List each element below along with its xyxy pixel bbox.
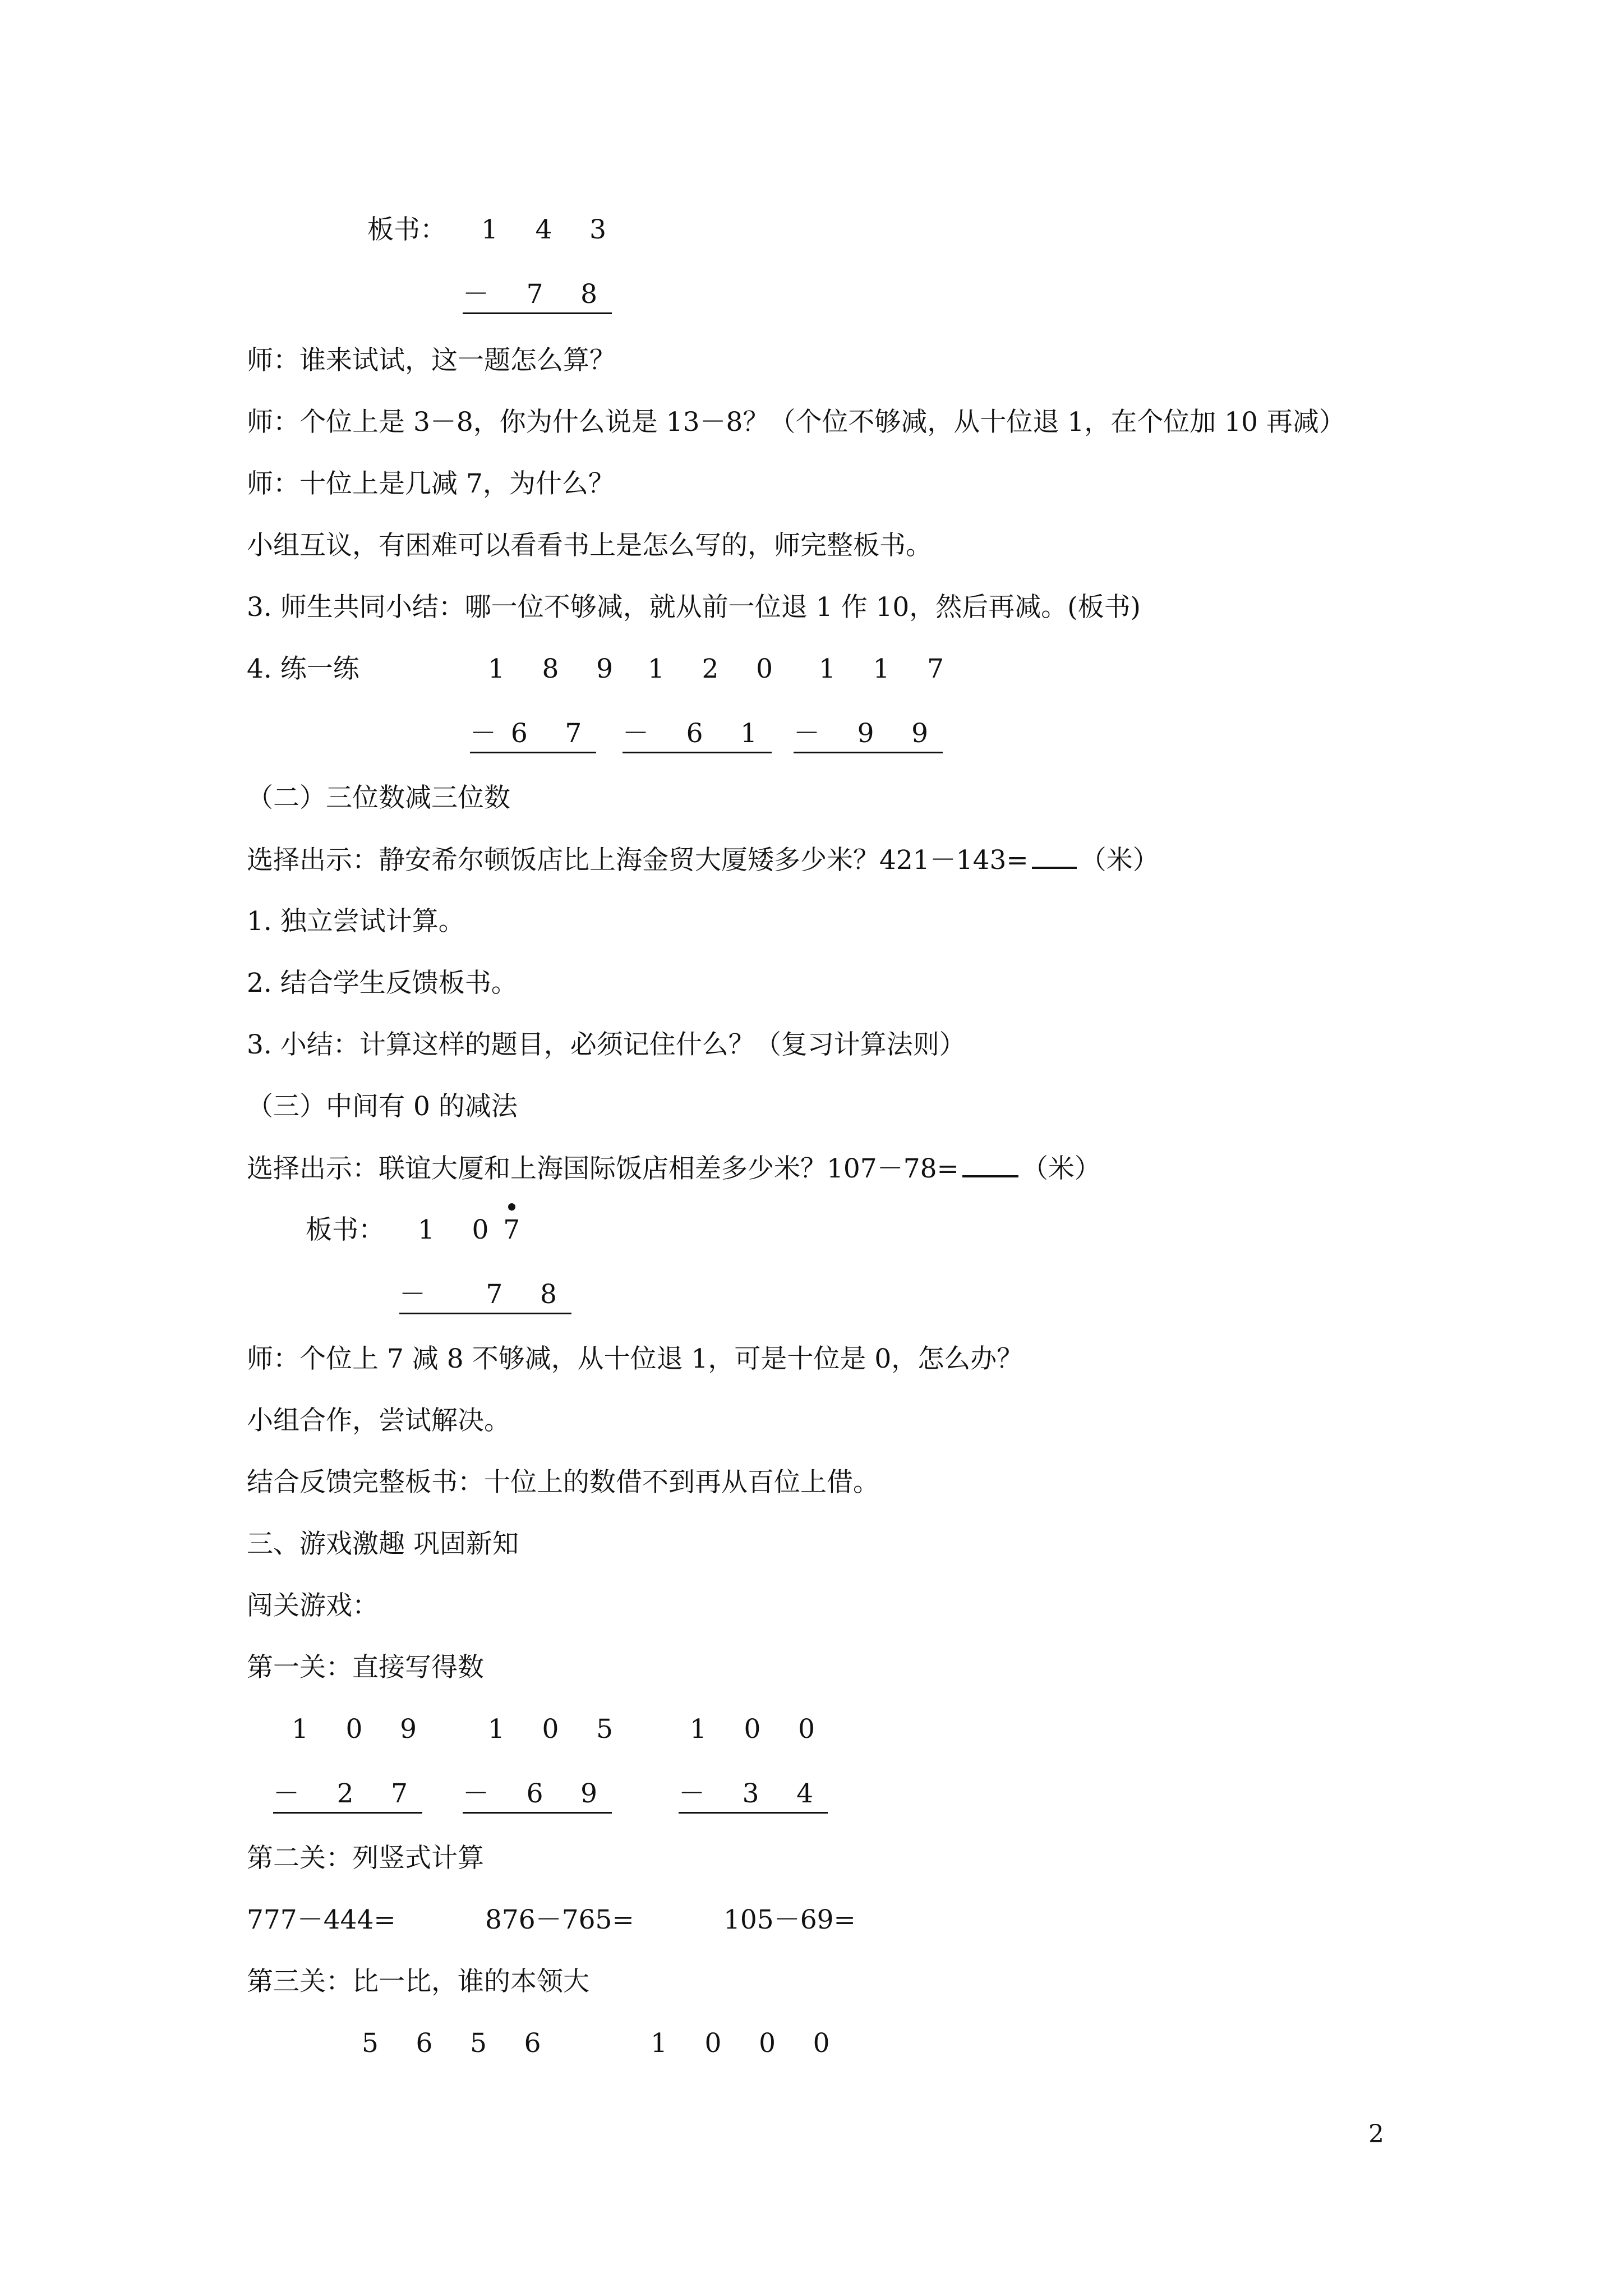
text-line: 师：十位上是几减 7，为什么？ <box>247 468 615 499</box>
vertical-subtrahend <box>463 278 612 314</box>
practice-minuend-1: 1 8 9 <box>488 654 628 684</box>
text-line: 结合反馈完整板书：十位上的数借不到再从百位上借。 <box>247 1467 879 1498</box>
page-number: 2 <box>1368 2120 1384 2148</box>
equation-1: 777－444= <box>247 1904 396 1935</box>
text-line: 小组互议，有困难可以看看书上是怎么写的，师完整板书。 <box>247 530 932 561</box>
practice-label: 4. 练一练 <box>247 654 359 684</box>
equation-2: 876－765= <box>485 1904 634 1935</box>
board-label: 板书： <box>306 1214 385 1245</box>
text-line: 3. 师生共同小结：哪一位不够减，就从前一位退 1 作 10，然后再减。(板书) <box>247 592 1141 623</box>
section-heading: （二）三位数减三位数 <box>247 783 510 813</box>
game-subtrahend-1: － 2 7 <box>273 1777 422 1814</box>
game-subtrahend-2: － 6 9 <box>463 1777 612 1814</box>
text-line: 师：个位上是 3－8，你为什么说是 13－8？（个位不够减，从十位退 1，在个位加 10 再减） <box>247 407 1345 438</box>
section-heading: 三、游戏激趣 巩固新知 <box>247 1529 519 1559</box>
borrow-dot-icon <box>508 1203 515 1211</box>
practice-minuend-2: 1 2 0 <box>648 654 787 684</box>
practice-subtrahend-1: －6 7 <box>470 717 596 753</box>
text-line: 小组合作，尝试解决。 <box>247 1405 510 1436</box>
vertical-minuend: 1 0 7 <box>418 1213 520 1247</box>
text-line: 2. 结合学生反馈板书。 <box>247 968 518 999</box>
text-line: 师：个位上 7 减 8 不够减，从十位退 1，可是十位是 0，怎么办？ <box>247 1343 1023 1374</box>
game-subtrahend-3: － 3 4 <box>679 1777 828 1814</box>
answer-blank[interactable] <box>962 1152 1018 1177</box>
compare-number-1: 5 6 5 6 <box>362 2028 556 2059</box>
text-line: 师：谁来试试，这一题怎么算？ <box>247 345 616 376</box>
subtrahend-underlined: － 7 8 <box>463 278 612 314</box>
text-line: 选择出示：静安希尔顿饭店比上海金贸大厦矮多少米？421－143= （米） <box>247 843 1159 877</box>
practice-subtrahend-2: － 6 1 <box>623 717 772 753</box>
text-line: 选择出示：联谊大厦和上海国际饭店相差多少米？107－78= （米） <box>247 1152 1101 1186</box>
answer-blank[interactable] <box>1032 843 1077 869</box>
vertical-minuend: 1 4 3 <box>481 214 621 245</box>
game-minuend-2: 1 0 5 <box>488 1714 628 1745</box>
practice-subtrahend-3: － 9 9 <box>794 717 943 753</box>
game-minuend-1: 1 0 9 <box>292 1714 431 1745</box>
practice-minuend-3: 1 1 7 <box>819 654 958 684</box>
vertical-subtrahend: － 7 8 <box>399 1278 571 1314</box>
compare-number-2: 1 0 0 0 <box>651 2028 845 2059</box>
level-heading: 第二关：列竖式计算 <box>247 1843 484 1874</box>
text-line: 3. 小结：计算这样的题目，必须记住什么？（复习计算法则） <box>247 1029 966 1060</box>
section-heading: （三）中间有 0 的减法 <box>247 1091 518 1122</box>
text-line: 闯关游戏： <box>247 1590 379 1621</box>
text-line: 1. 独立尝试计算。 <box>247 906 465 937</box>
borrow-dot-digit: 7 <box>503 1213 520 1247</box>
game-minuend-3: 1 0 0 <box>690 1714 829 1745</box>
level-heading: 第一关：直接写得数 <box>247 1652 484 1683</box>
board-label: 板书： <box>367 214 446 245</box>
equation-3: 105－69= <box>723 1904 856 1935</box>
level-heading: 第三关：比一比，谁的本领大 <box>247 1966 589 1997</box>
